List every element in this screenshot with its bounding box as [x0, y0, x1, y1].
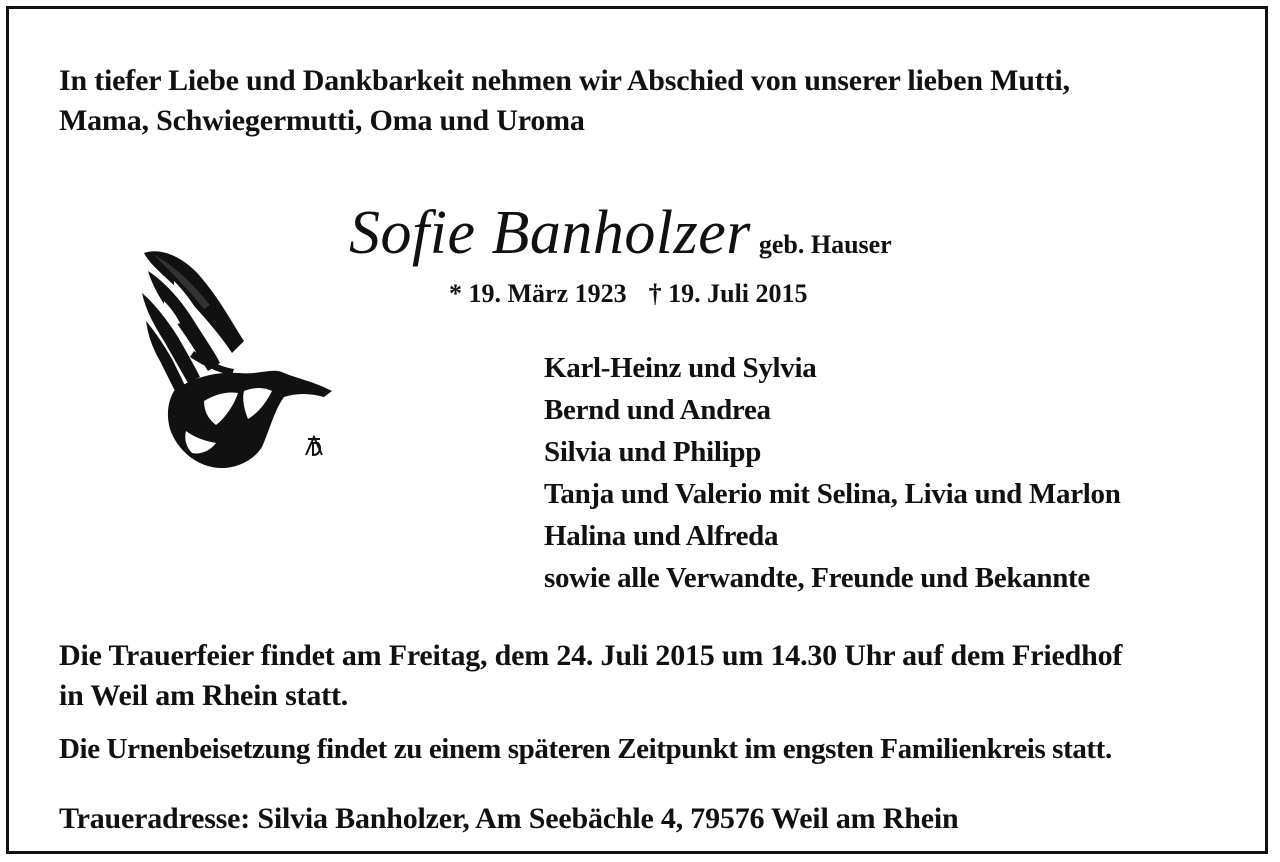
funeral-info	[59, 636, 1122, 716]
mourners-list	[544, 347, 1121, 599]
obituary-notice	[6, 6, 1268, 854]
funeral-line-2: in Weil am Rhein statt.	[59, 679, 349, 712]
mourner-item: sowie alle Verwandte, Freunde und Bekannte	[544, 562, 1090, 594]
mourner-item: Karl-Heinz und Sylvia	[544, 352, 817, 384]
maiden-name: geb. Hauser	[758, 230, 892, 259]
mourner-item: Tanja und Valerio mit Selina, Livia und Marlon	[544, 478, 1121, 510]
intro-line-2: Mama, Schwiegermutti, Oma und Uroma	[59, 104, 585, 137]
funeral-line-1: Die Trauerfeier findet am Freitag, dem 24. Juli 2015 um 14.30 Uhr auf dem Friedhof	[59, 639, 1123, 672]
intro-line-1: In tiefer Liebe und Dankbarkeit nehmen wir Abschied von unserer lieben Mutti,	[59, 64, 1070, 97]
urn-burial-info: Die Urnenbeisetzung findet zu einem späteren Zeitpunkt im engsten Familienkreis statt.	[59, 733, 1112, 765]
deceased-name-row	[349, 197, 892, 269]
mourner-item: Bernd und Andrea	[544, 394, 771, 426]
death-date: † 19. Juli 2015	[648, 279, 808, 308]
mourner-item: Silvia und Philipp	[544, 436, 762, 468]
intro-text	[59, 61, 1070, 141]
birth-date: * 19. März 1923	[449, 279, 627, 308]
deceased-name: Sofie Banholzer	[349, 199, 751, 267]
life-dates	[449, 277, 808, 311]
mourner-item: Halina und Alfreda	[544, 520, 779, 552]
praying-hands-icon	[134, 241, 339, 476]
mourning-address: Traueradresse: Silvia Banholzer, Am Seebächle 4, 79576 Weil am Rhein	[59, 802, 959, 835]
